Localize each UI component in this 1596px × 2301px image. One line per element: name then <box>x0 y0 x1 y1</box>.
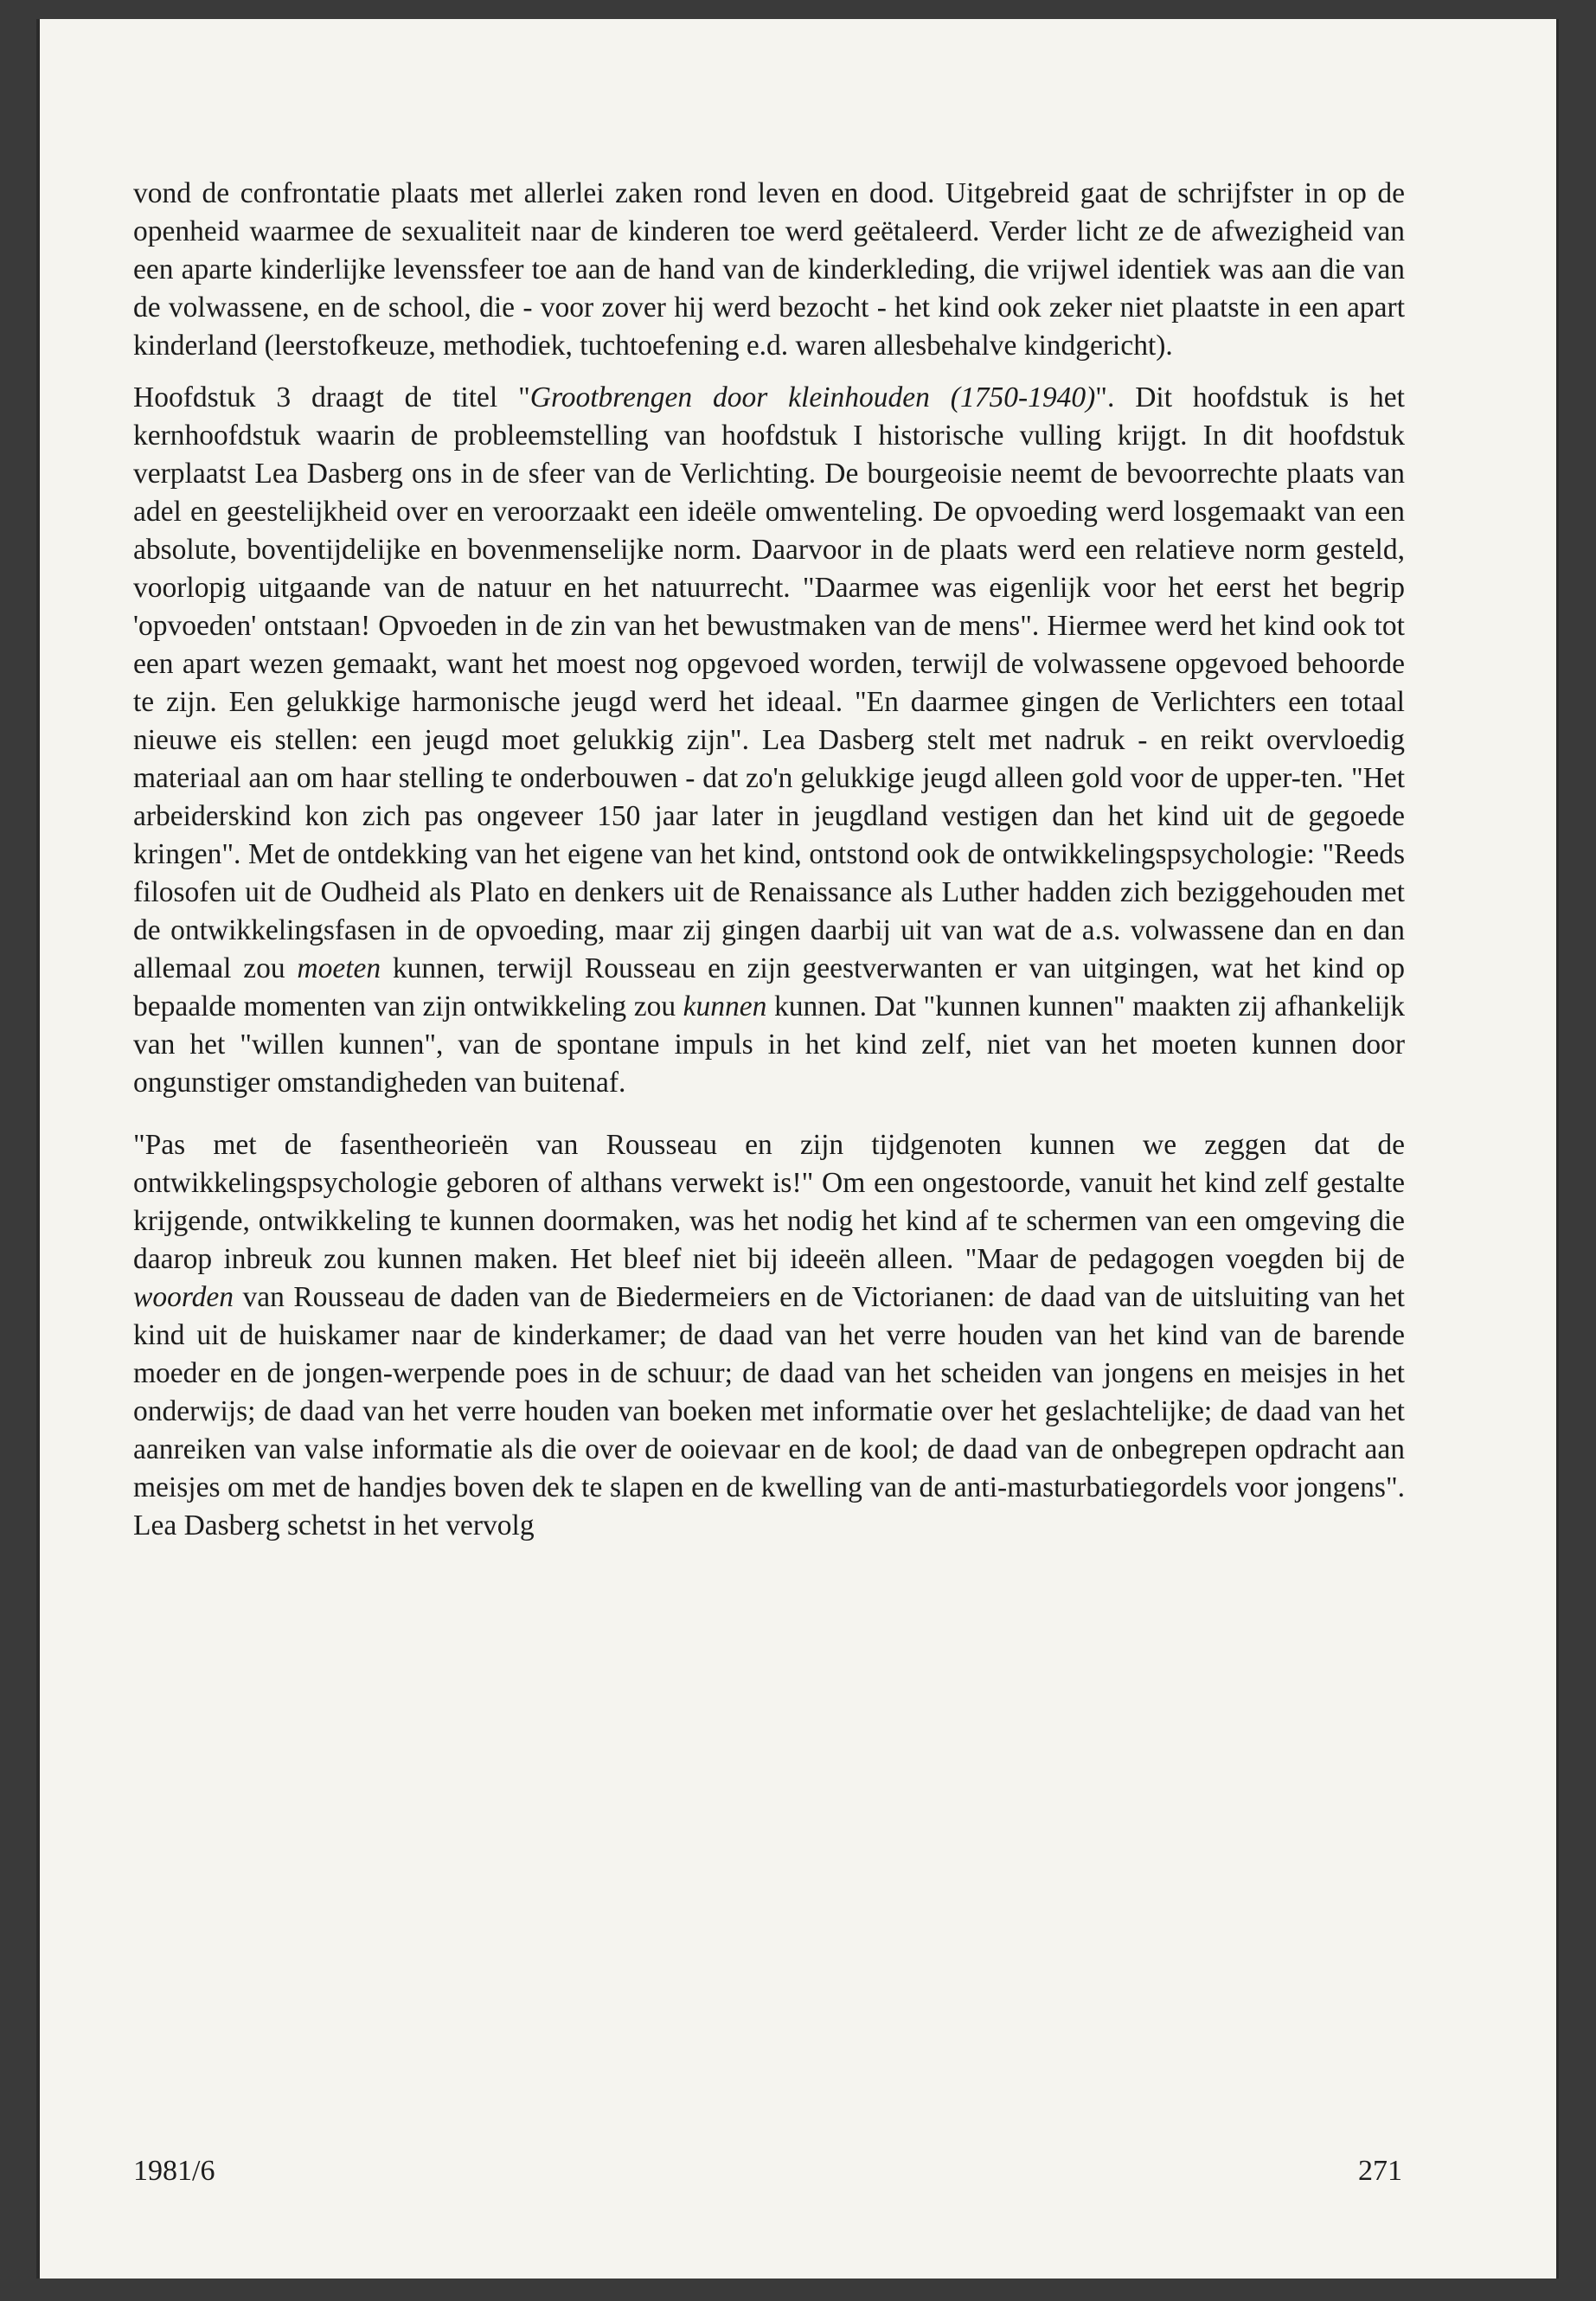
paragraph-1 <box>133 175 1405 365</box>
page-number: 271 <box>1358 2155 1402 2187</box>
issue-label: 1981/6 <box>133 2155 215 2187</box>
text-segment: Hoofdstuk 3 draagt de titel " <box>133 381 530 413</box>
italic-emphasis: moeten <box>297 952 381 984</box>
text-segment: kunnen. Dat "kunnen kunnen" maakten zij afhankelijk van het "willen kunnen", van de spontane impuls in het kind zelf, niet van het moeten kunnen door ongunstiger omstandigheden van buitenaf. <box>133 990 1405 1099</box>
text-segment: ". Dit hoofdstuk is het kernhoofdstuk waarin de probleemstelling van hoofdstuk I historische vulling krijgt. In dit hoofdstuk verplaatst Lea Dasberg ons in de sfeer van de Verlichting. De bourgeoisie neemt de bevoorrechte plaats van adel en geestelijkheid over en veroorzaakt een ideële omwenteling. De opvoeding werd losgemaakt van een absolute, boventijdelijke en bovenmenselijke norm. Daarvoor in de plaats werd een relatieve norm gesteld, voorlopig uitgaande van de natuur en het natuurrecht. "Daarmee was eigenlijk voor het eerst het begrip 'opvoeden' ontstaan! Opvoeden in de zin van het bewustmaken van de mens". Hiermee werd het kind ook tot een apart wezen gemaakt, want het moest nog opgevoed worden, terwijl de volwassene opgevoed behoorde te zijn. Een gelukkige harmonische jeugd werd het ideaal. "En daarmee gingen de Verlichters een totaal nieuwe eis stellen: een jeugd moet gelukkig zijn". Lea Dasberg stelt met nadruk - en reikt overvloedig materiaal aan om haar stelling te onderbouwen - dat zo'n gelukkige jeugd alleen gold voor de upper-ten. "Het arbeiderskind kon zich pas ongeveer 150 jaar later in jeugdland vestigen dan het kind uit de gegoede kringen". Met de ontdekking van het eigene van het kind, ontstond ook de ontwikkelingspsychologie: "Reeds filosofen uit de Oudheid als Plato en denkers uit de Renaissance als Luther hadden zich beziggehouden met de ontwikkelingsfasen in de opvoeding, maar zij gingen daarbij uit van wat de a.s. volwassene dan en dan allemaal zou <box>133 381 1405 984</box>
body-text <box>133 175 1405 1559</box>
italic-title: Grootbrengen door kleinhouden (1750-1940) <box>529 381 1096 413</box>
paragraph-3 <box>133 1126 1405 1545</box>
text-segment: "Pas met de fasentheorieën van Rousseau en zijn tijdgenoten kunnen we zeggen dat de ontwikkelingspsychologie geboren of althans verwekt is!" Om een ongestoorde, vanuit het kind zelf gestalte krijgende, ontwikkeling te kunnen doormaken, was het nodig het kind af te schermen van een omgeving die daarop inbreuk zou kunnen maken. Het bleef niet bij ideeën alleen. "Maar de pedagogen voegden bij de <box>133 1129 1405 1275</box>
text-segment: vond de confrontatie plaats met allerlei zaken rond leven en dood. Uitgebreid gaat de schrijfster in op de openheid waarmee de sexualiteit naar de kinderen toe werd geëtaleerd. Verder licht ze de afwezigheid van een aparte kinderlijke levenssfeer toe aan de hand van de kinderkleding, die vrijwel identiek was aan die van de volwassene, en de school, die - voor zover hij werd bezocht - het kind ook zeker niet plaatste in een apart kinderland (leerstofkeuze, methodiek, tuchtoefening e.d. waren allesbehalve kindgericht). <box>133 177 1405 362</box>
paragraph-2 <box>133 379 1405 1102</box>
italic-emphasis: kunnen <box>683 990 767 1022</box>
text-segment: kunnen, terwijl Rousseau en zijn geestverwanten er van uitgingen, wat het kind op bepaalde momenten van zijn ontwikkeling zou <box>133 952 1405 1022</box>
italic-emphasis: woorden <box>133 1281 234 1313</box>
document-page <box>36 19 1559 2279</box>
text-segment: van Rousseau de daden van de Biedermeiers en de Victorianen: de daad van de uitsluiting van het kind uit de huiskamer naar de kinderkamer; de daad van het verre houden van het kind van de barende moeder en de jongen-werpende poes in de schuur; de daad van het scheiden van jongens en meisjes in het onderwijs; de daad van het verre houden van boeken met informatie over het geslachtelijke; de daad van het aanreiken van valse informatie als die over de ooievaar en de kool; de daad van de onbegrepen opdracht aan meisjes om met de handjes boven dek te slapen en de kwelling van de anti-masturbatiegordels voor jongens". Lea Dasberg schetst in het vervolg <box>133 1281 1405 1541</box>
